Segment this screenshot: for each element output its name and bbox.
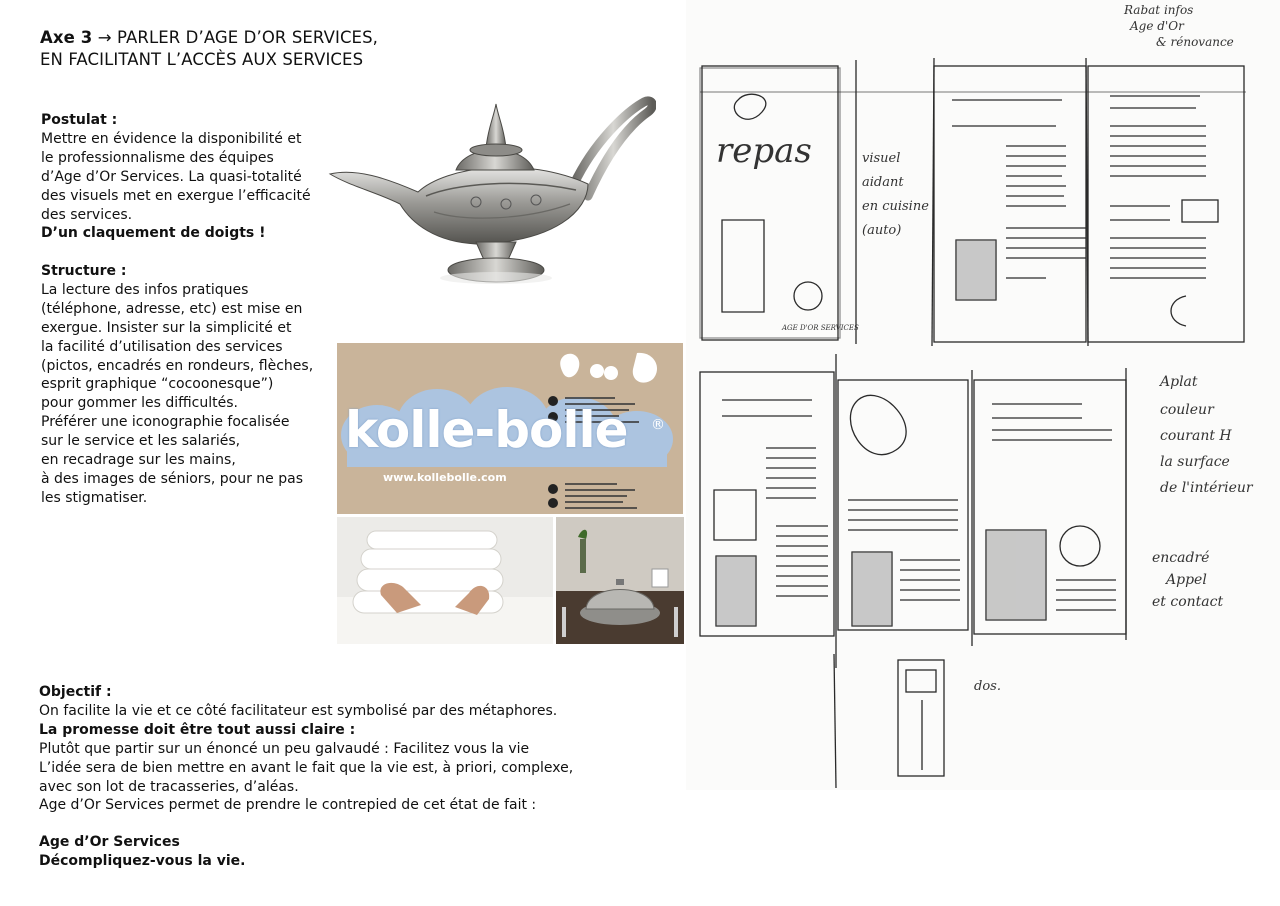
kolle-bolle-card-image bbox=[337, 343, 683, 514]
structure-line: à des images de séniors, pour ne pas bbox=[41, 470, 303, 487]
structure-line: Préférer une iconographie focalisée bbox=[41, 414, 290, 431]
postulat-line: d’Age d’Or Services. La quasi-totalité bbox=[41, 168, 302, 185]
sketch-note-side: de l'intérieur bbox=[1160, 480, 1253, 496]
structure-line: sur le service et les salariés, bbox=[41, 433, 241, 450]
postulat-label: Postulat : bbox=[41, 112, 118, 128]
postulat-line: le professionnalisme des équipes bbox=[41, 149, 274, 166]
objectif-section bbox=[39, 683, 573, 815]
objectif-line: Plutôt que partir sur un énoncé un peu galvaudé : Facilitez vous la vie bbox=[39, 740, 530, 757]
structure-line: La lecture des infos pratiques bbox=[41, 281, 249, 298]
kolle-bolle-logo: kolle-bolle bbox=[345, 401, 628, 459]
axis-number: Axe 3 bbox=[40, 28, 93, 47]
sketch-note-dos: dos. bbox=[974, 679, 1001, 694]
sketch-note-side: la surface bbox=[1160, 454, 1230, 470]
trademark-mark: ® bbox=[651, 417, 665, 433]
sketch-note-side: en cuisine bbox=[862, 199, 929, 214]
sketch-note-side: Appel bbox=[1166, 572, 1207, 588]
postulat-line: des services. bbox=[41, 206, 133, 223]
structure-section bbox=[41, 262, 313, 508]
brand-name: Age d’Or Services bbox=[39, 834, 180, 850]
postulat-line: des visuels met en exergue l’efficacité bbox=[41, 187, 311, 204]
postulat-emphasis: D’un claquement de doigts ! bbox=[41, 225, 266, 242]
signature-block bbox=[39, 833, 245, 871]
sketch-mockup-text: repas bbox=[716, 131, 812, 171]
page-title bbox=[40, 27, 378, 71]
title-line-2: EN FACILITANT L’ACCÈS AUX SERVICES bbox=[40, 50, 364, 69]
towels-hands-photo bbox=[337, 517, 553, 644]
sketch-note-side: aidant bbox=[862, 175, 904, 190]
arrow-icon: → bbox=[97, 28, 112, 47]
sketch-note-side: couleur bbox=[1160, 402, 1214, 418]
pencil-sketches-panel bbox=[686, 0, 1280, 790]
structure-line: en recadrage sur les mains, bbox=[41, 452, 236, 469]
structure-label: Structure : bbox=[41, 263, 127, 279]
sketch-note-top-right: Age d'Or bbox=[1130, 19, 1184, 33]
objectif-line: avec son lot de tracasseries, d’aléas. bbox=[39, 778, 299, 795]
sketch-mockup-brand: AGE D'OR SERVICES bbox=[782, 324, 859, 332]
sketch-note-side: (auto) bbox=[862, 223, 902, 238]
objectif-line: Age d’Or Services permet de prendre le contrepied de cet état de fait : bbox=[39, 797, 537, 814]
magic-lamp-image bbox=[326, 92, 656, 288]
tagline: Décompliquez-vous la vie. bbox=[39, 852, 246, 869]
sketch-note-side: Aplat bbox=[1160, 374, 1198, 390]
structure-line: la facilité d’utilisation des services bbox=[41, 338, 283, 355]
meal-cloche-photo bbox=[556, 517, 684, 644]
sketch-note-side: et contact bbox=[1152, 594, 1224, 610]
objectif-line: L’idée sera de bien mettre en avant le fait que la vie est, à priori, complexe, bbox=[39, 759, 574, 776]
sketch-note-top-right: & rénovance bbox=[1156, 35, 1234, 49]
objectif-label: Objectif : bbox=[39, 684, 112, 700]
objectif-line: On facilite la vie et ce côté facilitateur est symbolisé par des métaphores. bbox=[39, 702, 558, 719]
structure-line: pour gommer les difficultés. bbox=[41, 395, 238, 412]
postulat-section bbox=[41, 111, 311, 243]
structure-line: (pictos, encadrés en rondeurs, flèches, bbox=[41, 357, 314, 374]
structure-line: les stigmatiser. bbox=[41, 489, 148, 506]
structure-line: esprit graphique “cocoonesque”) bbox=[41, 376, 274, 393]
structure-line: exergue. Insister sur la simplicité et bbox=[41, 319, 292, 336]
sketch-note-side: visuel bbox=[862, 151, 901, 166]
title-line-1: PARLER D’AGE D’OR SERVICES, bbox=[117, 28, 379, 47]
postulat-line: Mettre en évidence la disponibilité et bbox=[41, 130, 302, 147]
sketch-note-side: courant H bbox=[1160, 428, 1232, 444]
sketch-note-side: encadré bbox=[1152, 550, 1210, 566]
objectif-emphasis: La promesse doit être tout aussi claire : bbox=[39, 721, 356, 738]
kolle-bolle-url: www.kollebolle.com bbox=[383, 471, 507, 484]
structure-line: (téléphone, adresse, etc) est mise en bbox=[41, 300, 303, 317]
sketch-note-top-right: Rabat infos bbox=[1124, 3, 1194, 17]
